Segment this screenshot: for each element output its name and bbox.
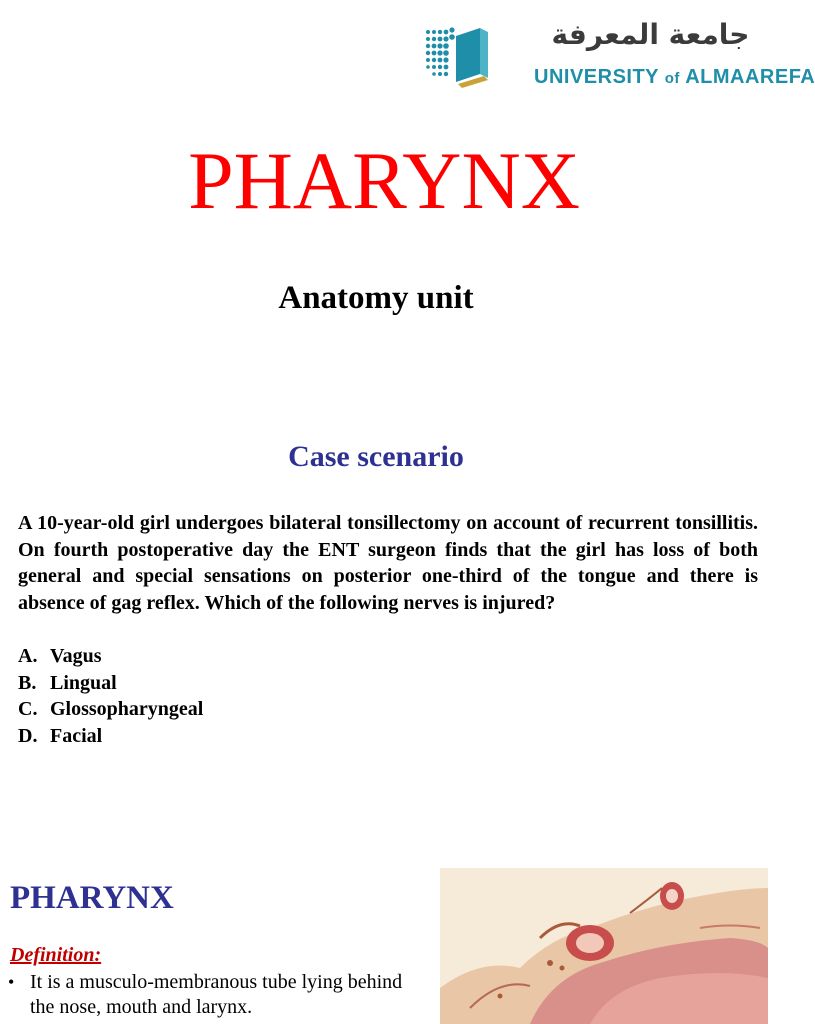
logo-emblem-icon: [422, 22, 492, 92]
university-logo: [418, 18, 815, 93]
option-b: B. Lingual: [18, 671, 117, 694]
page-title: PHARYNX: [188, 135, 580, 226]
case-scenario-heading: Case scenario: [288, 440, 464, 473]
pharynx-anatomy-illustration: [440, 868, 768, 1024]
logo-english-name: UNIVERSITY of ALMAAREFA: [534, 66, 815, 88]
option-a: A. Vagus: [18, 645, 102, 667]
logo-arabic-name: جامعة المعرفة: [551, 18, 750, 51]
option-d: D. Facial: [18, 724, 103, 747]
answer-options: [18, 643, 203, 749]
definition-label: Definition:: [10, 944, 102, 966]
slide-2: [0, 850, 768, 1024]
option-c: C. Glossopharyngeal: [18, 698, 204, 721]
section-heading: PHARYNX: [10, 880, 174, 916]
definition-bullet: [8, 970, 408, 1020]
subtitle: Anatomy unit: [278, 280, 474, 316]
bullet-icon: •: [8, 972, 15, 992]
case-question: A 10-year-old girl undergoes bilateral tonsillectomy on account of recurrent tonsillitis. On fourth postoperative day the ENT surgeon finds that the girl has loss of both general and special sensations on posterior one-third of the tongue and there is absence of gag reflex. Which of the following nerves is injured?: [18, 512, 758, 614]
definition-text: It is a musculo-membranous tube lying behind the nose, mouth and larynx.: [30, 971, 403, 1018]
